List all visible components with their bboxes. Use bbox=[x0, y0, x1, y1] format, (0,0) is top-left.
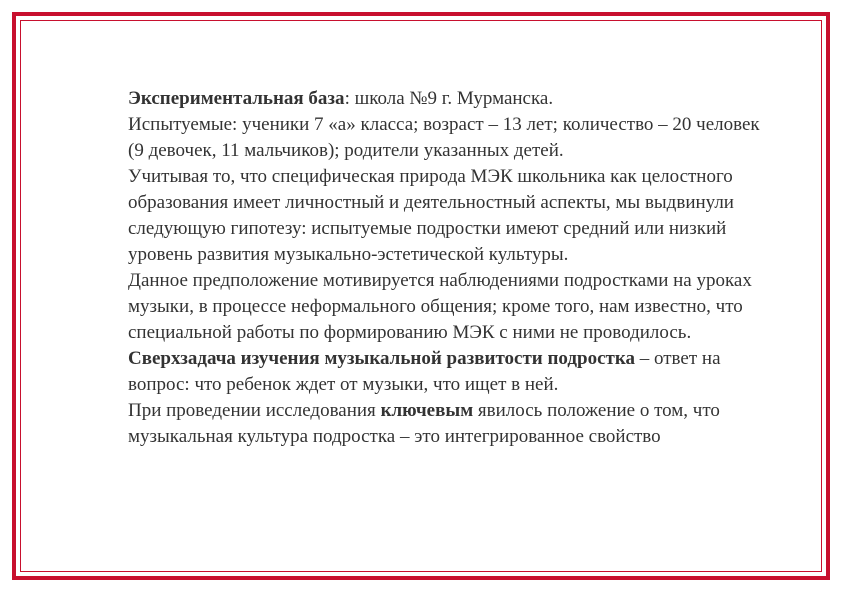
paragraph-hypothesis: Учитывая то, что специфическая природа МЭК школьника как целостного образования имеет личностный и деятельностный аспекты, мы выдвинули следующую гипотезу: испытуемые подростки имеют средний или низкий уровень развития музыкально-эстетической культуры. bbox=[128, 166, 734, 265]
key-position-before: При проведении исследования bbox=[128, 400, 381, 421]
experimental-base-label: Экспериментальная база bbox=[128, 88, 345, 109]
key-position-after: явилось положение о том, что музыкальная культура подростка – это интегрированное свойство bbox=[128, 400, 720, 447]
slide-body-text bbox=[128, 86, 768, 450]
supertask-text: – ответ на вопрос: что ребенок ждет от музыки, что ищет в ней. bbox=[128, 348, 721, 395]
paragraph-subjects: Испытуемые: ученики 7 «а» класса; возраст – 13 лет; количество – 20 человек (9 девочек, 11 мальчиков); родители указанных детей. bbox=[128, 114, 760, 161]
key-position-bold: ключевым bbox=[380, 400, 474, 421]
supertask-label: Сверхзадача изучения музыкальной развитости подростка bbox=[128, 348, 635, 369]
paragraph-experimental-base bbox=[128, 86, 768, 112]
experimental-base-text: : школа №9 г. Мурманска. bbox=[344, 88, 554, 109]
paragraph-assumption: Данное предположение мотивируется наблюдениями подростками на уроках музыки, в процессе неформального общения; кроме того, нам известно, что специальной работы по формированию МЭК с ними не проводилось. bbox=[128, 270, 752, 343]
paragraph-supertask bbox=[128, 346, 768, 398]
paragraph-key-position bbox=[128, 398, 768, 450]
